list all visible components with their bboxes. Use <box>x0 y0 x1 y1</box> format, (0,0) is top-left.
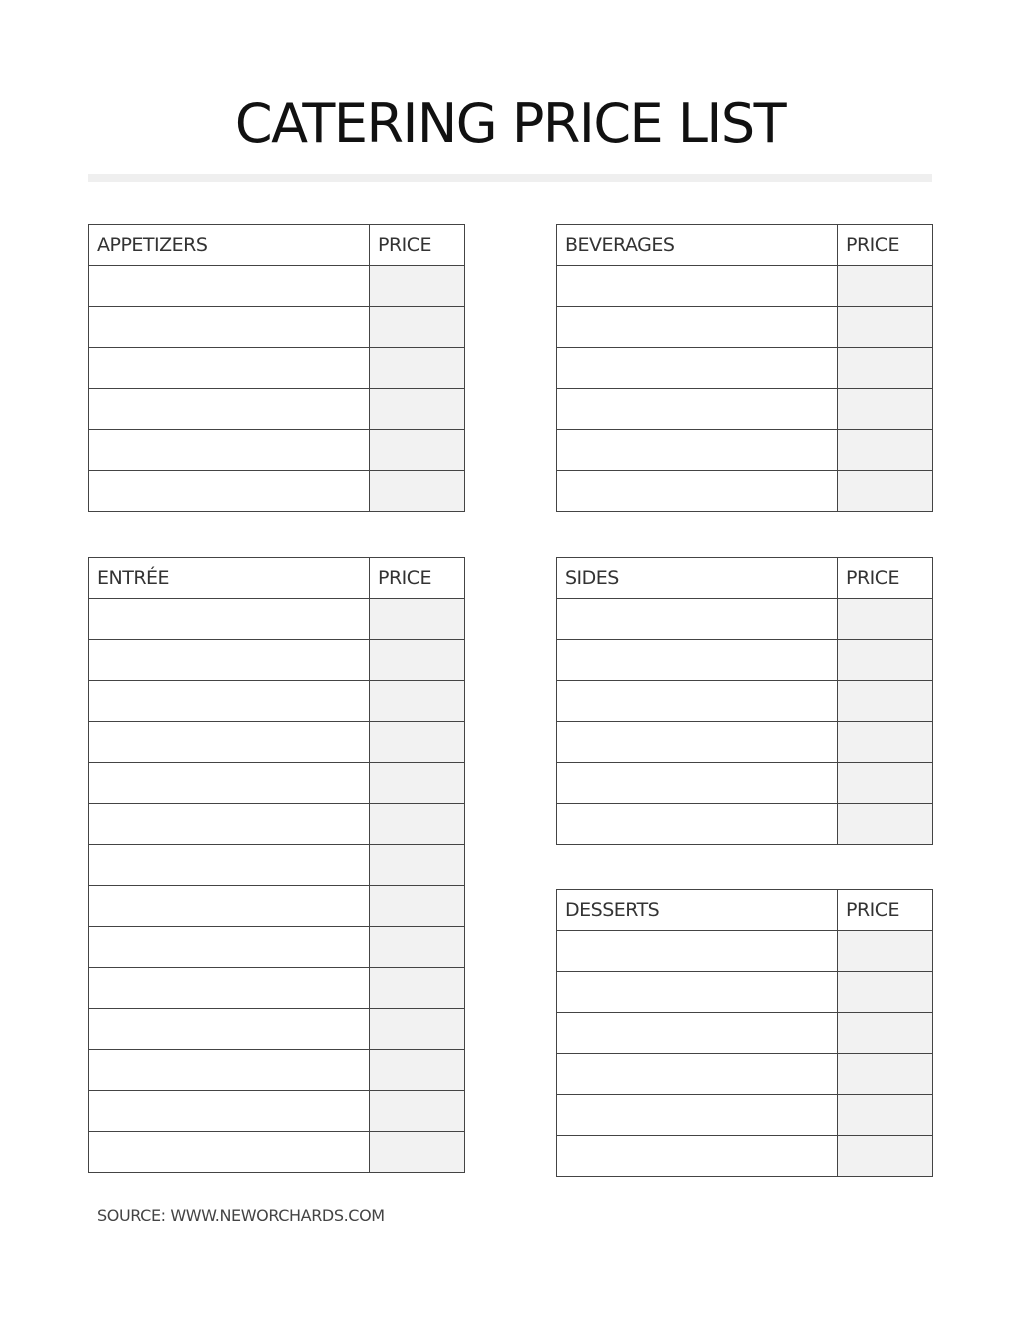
table-row <box>557 1013 933 1054</box>
table-row <box>89 430 465 471</box>
price-entry-cell[interactable] <box>370 845 465 886</box>
item-entry-cell[interactable] <box>89 804 370 845</box>
price-entry-cell[interactable] <box>370 430 465 471</box>
table-row <box>557 471 933 512</box>
price-entry-cell[interactable] <box>838 389 933 430</box>
item-entry-cell[interactable] <box>557 1095 838 1136</box>
item-entry-cell[interactable] <box>557 722 838 763</box>
price-entry-cell[interactable] <box>838 640 933 681</box>
title-divider <box>88 174 932 182</box>
price-entry-cell[interactable] <box>370 1050 465 1091</box>
table-row <box>557 931 933 972</box>
table-row <box>89 968 465 1009</box>
entree-table <box>88 557 465 1173</box>
table-row <box>89 886 465 927</box>
price-entry-cell[interactable] <box>838 1095 933 1136</box>
item-entry-cell[interactable] <box>89 968 370 1009</box>
table-row <box>557 972 933 1013</box>
item-entry-cell[interactable] <box>89 845 370 886</box>
item-entry-cell[interactable] <box>89 763 370 804</box>
price-entry-cell[interactable] <box>838 1013 933 1054</box>
table-row <box>89 1091 465 1132</box>
item-entry-cell[interactable] <box>557 307 838 348</box>
sides-table <box>556 557 933 845</box>
table-row <box>89 763 465 804</box>
item-entry-cell[interactable] <box>89 681 370 722</box>
price-heading: PRICE <box>838 890 933 931</box>
price-entry-cell[interactable] <box>838 972 933 1013</box>
item-entry-cell[interactable] <box>89 599 370 640</box>
price-entry-cell[interactable] <box>838 681 933 722</box>
price-entry-cell[interactable] <box>370 307 465 348</box>
table-header-row <box>89 558 465 599</box>
price-heading: PRICE <box>838 225 933 266</box>
item-entry-cell[interactable] <box>557 348 838 389</box>
table-row <box>89 266 465 307</box>
item-entry-cell[interactable] <box>557 804 838 845</box>
price-entry-cell[interactable] <box>838 307 933 348</box>
table-row <box>89 1132 465 1173</box>
table-row <box>89 804 465 845</box>
price-entry-cell[interactable] <box>370 640 465 681</box>
price-entry-cell[interactable] <box>838 1054 933 1095</box>
table-row <box>557 1136 933 1177</box>
table-row <box>89 681 465 722</box>
price-entry-cell[interactable] <box>838 1136 933 1177</box>
item-entry-cell[interactable] <box>557 471 838 512</box>
table-row <box>89 640 465 681</box>
table-header-row <box>89 225 465 266</box>
price-entry-cell[interactable] <box>370 389 465 430</box>
source-credit: SOURCE: WWW.NEWORCHARDS.COM <box>97 1206 385 1225</box>
desserts-table <box>556 889 933 1177</box>
table-row <box>557 804 933 845</box>
item-entry-cell[interactable] <box>89 640 370 681</box>
price-entry-cell[interactable] <box>370 1009 465 1050</box>
table-row <box>89 389 465 430</box>
item-entry-cell[interactable] <box>557 972 838 1013</box>
item-entry-cell[interactable] <box>557 389 838 430</box>
item-entry-cell[interactable] <box>557 1054 838 1095</box>
item-entry-cell[interactable] <box>557 599 838 640</box>
table-row <box>557 599 933 640</box>
item-entry-cell[interactable] <box>89 886 370 927</box>
item-entry-cell[interactable] <box>557 931 838 972</box>
price-entry-cell[interactable] <box>838 430 933 471</box>
item-entry-cell[interactable] <box>557 681 838 722</box>
item-entry-cell[interactable] <box>89 1091 370 1132</box>
item-entry-cell[interactable] <box>89 389 370 430</box>
item-entry-cell[interactable] <box>557 266 838 307</box>
price-entry-cell[interactable] <box>370 722 465 763</box>
price-entry-cell[interactable] <box>838 266 933 307</box>
price-entry-cell[interactable] <box>370 681 465 722</box>
price-entry-cell[interactable] <box>370 471 465 512</box>
item-entry-cell[interactable] <box>89 348 370 389</box>
price-entry-cell[interactable] <box>370 804 465 845</box>
item-entry-cell[interactable] <box>89 927 370 968</box>
price-entry-cell[interactable] <box>370 348 465 389</box>
table-row <box>557 389 933 430</box>
price-entry-cell[interactable] <box>370 266 465 307</box>
page-title: CATERING PRICE LIST <box>234 92 786 155</box>
item-entry-cell[interactable] <box>557 763 838 804</box>
section-heading: DESSERTS <box>557 890 838 931</box>
item-entry-cell[interactable] <box>89 307 370 348</box>
table-row <box>89 1050 465 1091</box>
item-entry-cell[interactable] <box>89 1132 370 1173</box>
item-entry-cell[interactable] <box>557 1013 838 1054</box>
price-entry-cell[interactable] <box>370 1091 465 1132</box>
table-row <box>557 640 933 681</box>
table-row <box>89 599 465 640</box>
table-row <box>89 722 465 763</box>
price-entry-cell[interactable] <box>838 722 933 763</box>
table-row <box>89 348 465 389</box>
table-header-row <box>557 890 933 931</box>
price-entry-cell[interactable] <box>370 763 465 804</box>
price-entry-cell[interactable] <box>838 348 933 389</box>
price-entry-cell[interactable] <box>838 931 933 972</box>
table-row <box>557 763 933 804</box>
price-entry-cell[interactable] <box>838 804 933 845</box>
table-row <box>89 307 465 348</box>
section-heading: BEVERAGES <box>557 225 838 266</box>
price-entry-cell[interactable] <box>838 599 933 640</box>
table-row <box>557 307 933 348</box>
table-row <box>557 1054 933 1095</box>
table-row <box>89 927 465 968</box>
table-row <box>557 1095 933 1136</box>
table-row <box>557 681 933 722</box>
table-row <box>557 266 933 307</box>
table-row <box>89 845 465 886</box>
price-entry-cell[interactable] <box>370 599 465 640</box>
table-row <box>557 722 933 763</box>
price-entry-cell[interactable] <box>370 968 465 1009</box>
item-entry-cell[interactable] <box>89 471 370 512</box>
section-heading: APPETIZERS <box>89 225 370 266</box>
table-row <box>89 471 465 512</box>
section-heading: ENTRÉE <box>89 558 370 599</box>
item-entry-cell[interactable] <box>557 640 838 681</box>
price-heading: PRICE <box>370 558 465 599</box>
table-row <box>89 1009 465 1050</box>
table-header-row <box>557 558 933 599</box>
item-entry-cell[interactable] <box>557 430 838 471</box>
appetizers-table <box>88 224 465 512</box>
item-entry-cell[interactable] <box>89 1050 370 1091</box>
price-entry-cell[interactable] <box>370 927 465 968</box>
item-entry-cell[interactable] <box>89 1009 370 1050</box>
price-heading: PRICE <box>370 225 465 266</box>
item-entry-cell[interactable] <box>89 430 370 471</box>
price-entry-cell[interactable] <box>838 763 933 804</box>
section-heading: SIDES <box>557 558 838 599</box>
price-entry-cell[interactable] <box>370 1132 465 1173</box>
item-entry-cell[interactable] <box>557 1136 838 1177</box>
table-row <box>557 348 933 389</box>
table-header-row <box>557 225 933 266</box>
price-heading: PRICE <box>838 558 933 599</box>
item-entry-cell[interactable] <box>89 722 370 763</box>
price-entry-cell[interactable] <box>838 471 933 512</box>
table-row <box>557 430 933 471</box>
price-entry-cell[interactable] <box>370 886 465 927</box>
beverages-table <box>556 224 933 512</box>
item-entry-cell[interactable] <box>89 266 370 307</box>
